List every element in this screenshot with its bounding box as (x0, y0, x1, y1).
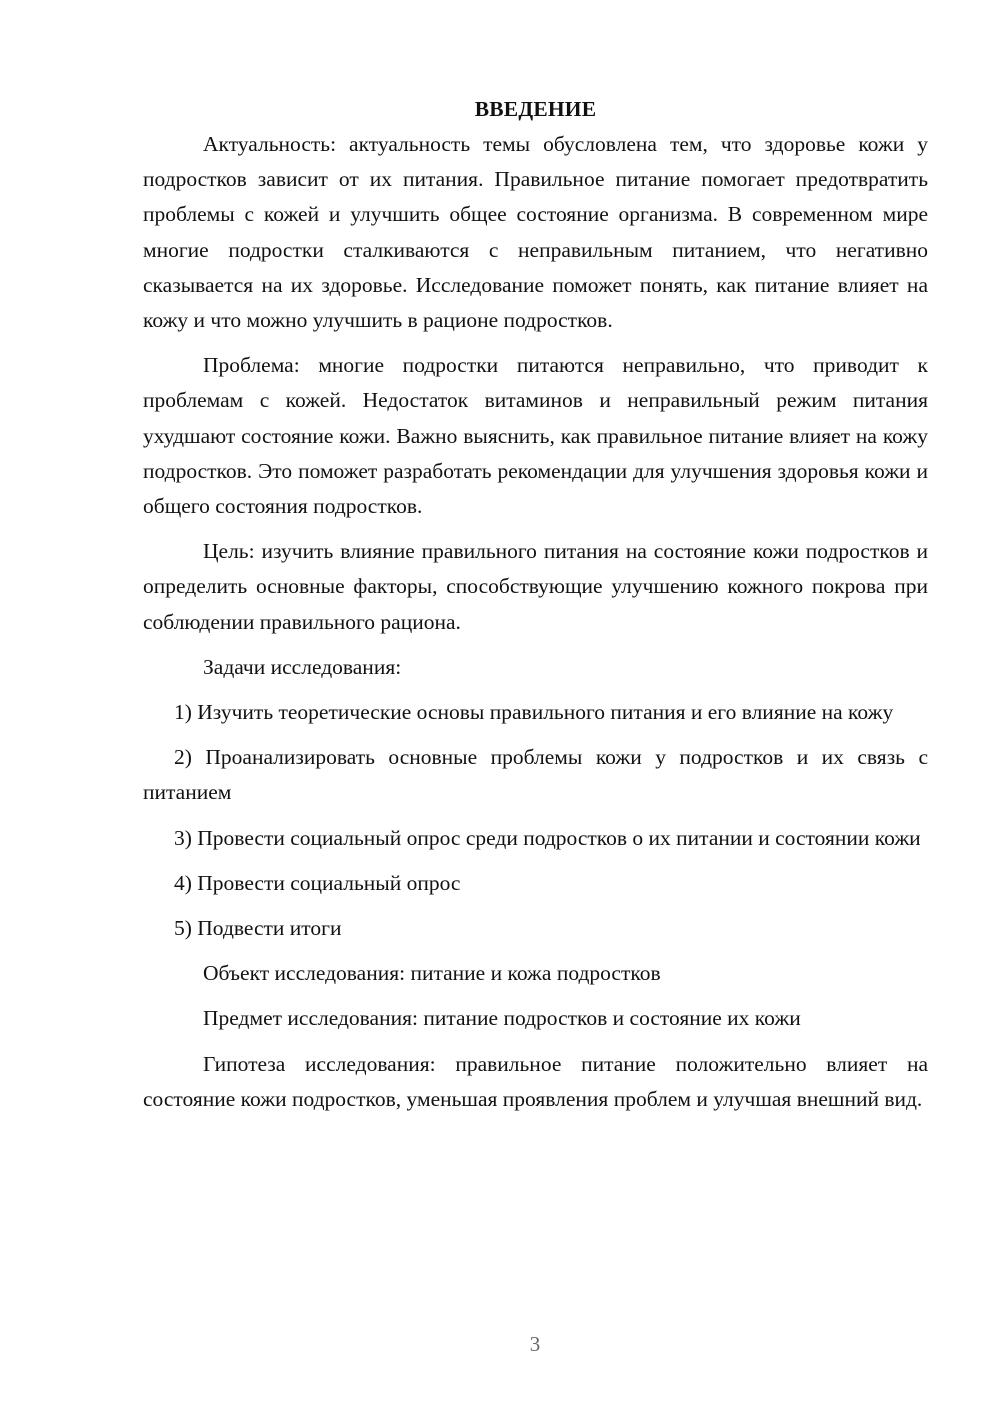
research-subject: Предмет исследования: питание подростков и состояние их кожи (203, 1006, 801, 1031)
paragraph-problem: Проблема: многие подростки питаются неправильно, что приводит к проблемам с кожей. Недостаток витаминов и неправильный режим питания ухудшают состояние кожи. Важно выяснить, как правильное питание влияет на кожу подростков. Это поможет разработать рекомендации для улучшения здоровья кожи и общего состояния подростков. (143, 353, 928, 519)
task-item-2: 2) Проанализировать основные проблемы кожи у подростков и их связь с питанием (143, 745, 928, 805)
paragraph-relevance: Актуальность: актуальность темы обусловлена тем, что здоровье кожи у подростков зависит от их питания. Правильное питание помогает предотвратить проблемы с кожей и улучшить общее состояние организма. В современном мире многие подростки сталкиваются с неправильным питанием, что негативно сказывается на их здоровье. Исследование поможет понять, как питание влияет на кожу и что можно улучшить в рационе подростков. (143, 132, 928, 333)
page-number: 3 (529, 1332, 541, 1356)
document-page (143, 92, 928, 1127)
task-item-1: 1) Изучить теоретические основы правильного питания и его влияние на кожу (174, 700, 894, 725)
paragraph-goal: Цель: изучить влияние правильного питания на состояние кожи подростков и определить основные факторы, способствующие улучшению кожного покрова при соблюдении правильного рациона. (143, 539, 928, 634)
tasks-heading: Задачи исследования: (203, 654, 402, 679)
research-hypothesis: Гипотеза исследования: правильное питание положительно влияет на состояние кожи подростков, уменьшая проявления проблем и улучшая внешний вид. (143, 1051, 928, 1111)
task-item-4: 4) Провести социальный опрос (174, 870, 461, 895)
document-title: ВВЕДЕНИЕ (474, 97, 597, 121)
task-item-3: 3) Провести социальный опрос среди подростков о их питании и состоянии кожи (174, 825, 921, 850)
research-object: Объект исследования: питание и кожа подростков (203, 961, 661, 986)
task-item-5: 5) Подвести итоги (174, 916, 342, 941)
